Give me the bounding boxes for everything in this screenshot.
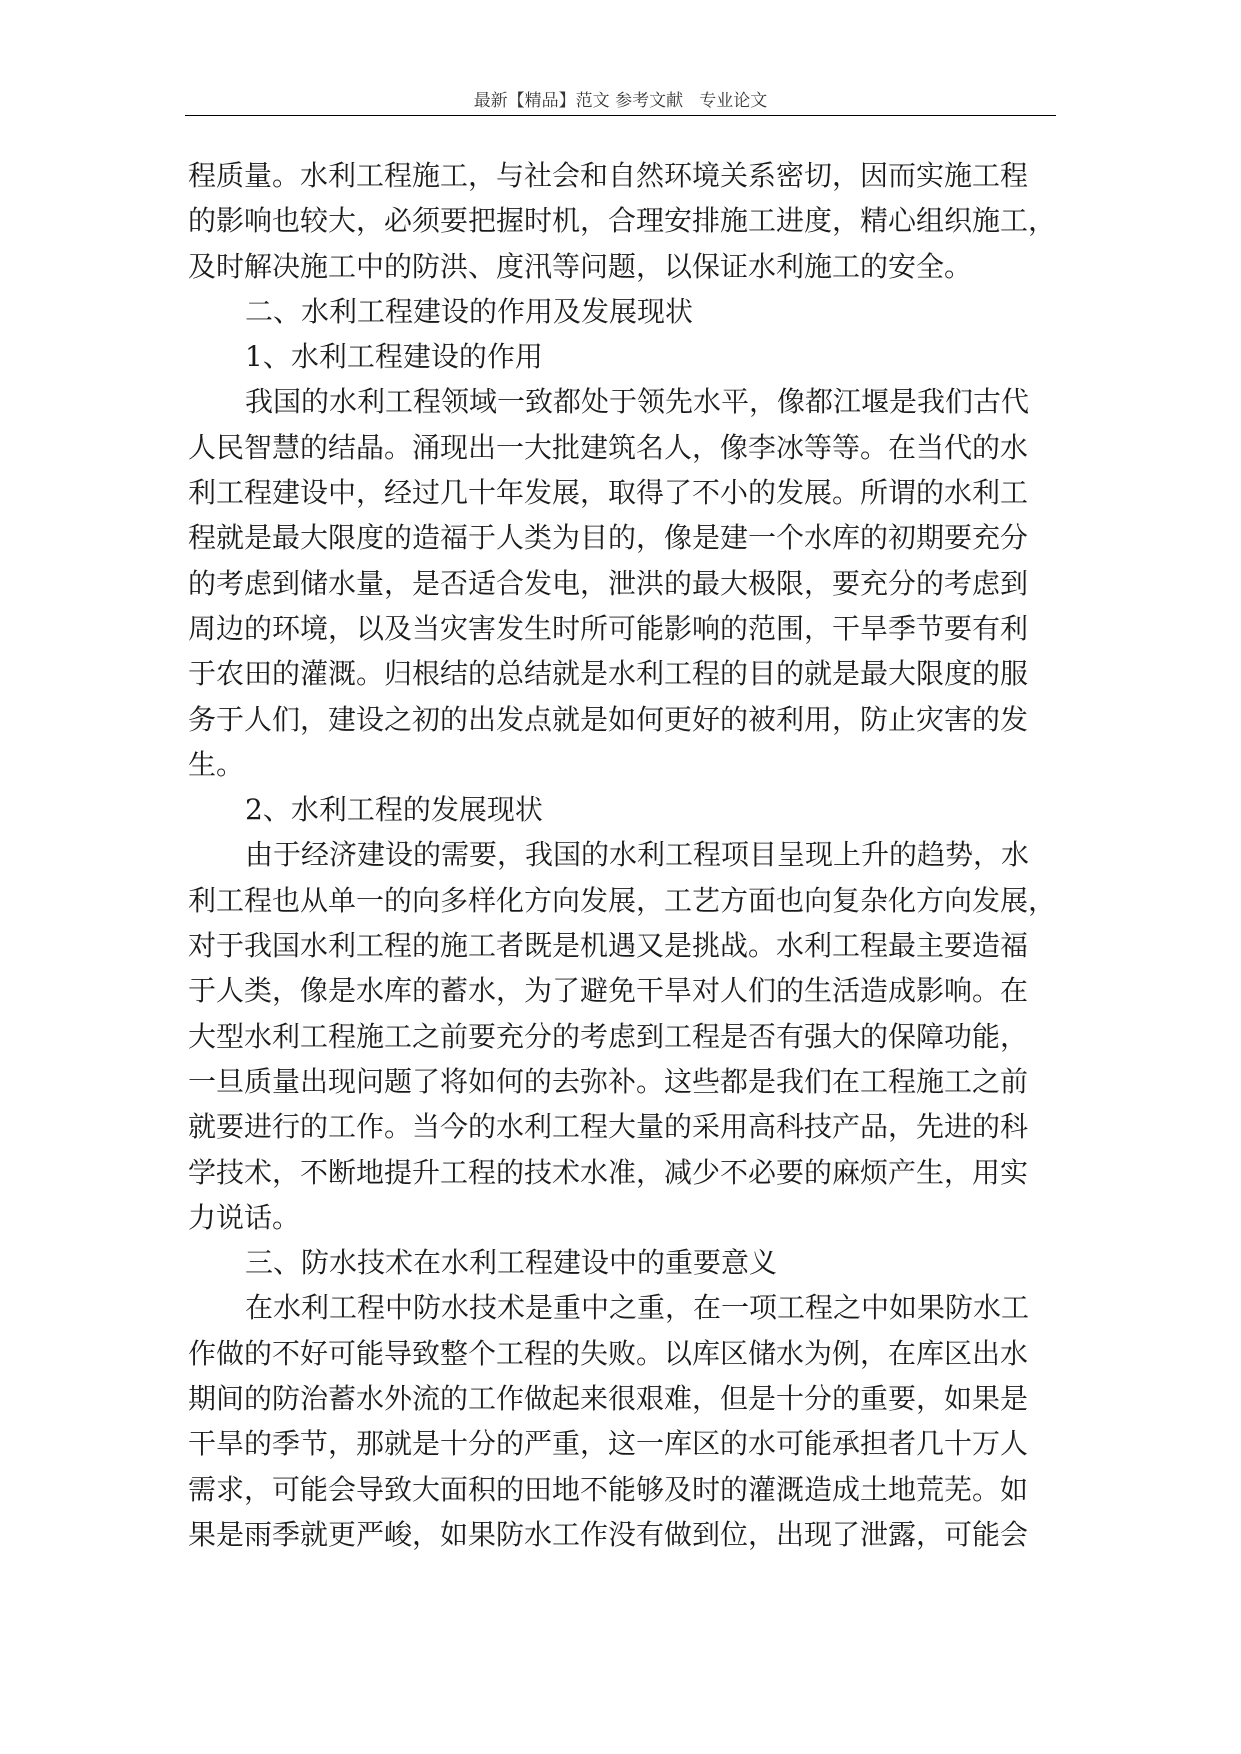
text-line: 及时解决施工中的防洪、度汛等问题，以保证水利施工的安全。 [188, 249, 973, 283]
text-line: 在水利工程中防水技术是重中之重，在一项工程之中如果防水工 [245, 1291, 1030, 1325]
text-line: 程就是最大限度的造福于人类为目的，像是建一个水库的初期要充分 [188, 521, 1029, 555]
text-line: 程质量。水利工程施工，与社会和自然环境关系密切，因而实施工程 [188, 159, 1029, 192]
text-line: 周边的环境，以及当灾害发生时所可能影响的范围，干旱季节要有利 [188, 611, 1029, 645]
text-line: 于人类，像是水库的蓄水，为了避免干旱对人们的生活造成影响。在 [188, 974, 1029, 1008]
text-line: 作做的不好可能导致整个工程的失败。以库区储水为例，在库区出水 [188, 1336, 1029, 1370]
text-line: 干旱的季节，那就是十分的严重，这一库区的水可能承担者几十万人 [188, 1427, 1029, 1461]
text-line: 就要进行的工作。当今的水利工程大量的采用高科技产品，先进的科 [188, 1110, 1029, 1144]
text-line: 一旦质量出现问题了将如何的去弥补。这些都是我们在工程施工之前 [188, 1064, 1029, 1098]
text-line: 利工程也从单一的向多样化方向发展，工艺方面也向复杂化方向发展， [188, 883, 1057, 917]
text-line: 利工程建设中，经过几十年发展，取得了不小的发展。所谓的水利工 [188, 476, 1029, 510]
text-line: 三、防水技术在水利工程建设中的重要意义 [245, 1246, 778, 1280]
text-line: 的影响也较大，必须要把握时机，合理安排施工进度，精心组织施工， [188, 204, 1057, 238]
document-body [188, 153, 1056, 1557]
text-line: 于农田的灌溉。归根结的总结就是水利工程的目的就是最大限度的服 [188, 657, 1029, 691]
text-line: 果是雨季就更严峻，如果防水工作没有做到位，出现了泄露，可能会 [188, 1517, 1029, 1551]
text-line: 的考虑到储水量，是否适合发电，泄洪的最大极限，要充分的考虑到 [188, 566, 1029, 600]
text-line: 1、水利工程建设的作用 [245, 340, 543, 374]
page-header: 最新【精品】范文 参考文献 专业论文 [473, 91, 768, 111]
header-divider [185, 115, 1056, 116]
text-line: 期间的防治蓄水外流的工作做起来很艰难，但是十分的重要，如果是 [188, 1382, 1029, 1416]
text-line: 生。 [188, 747, 245, 781]
text-line: 二、水利工程建设的作用及发展现状 [245, 294, 694, 328]
text-line: 由于经济建设的需要，我国的水利工程项目呈现上升的趋势，水 [245, 838, 1030, 872]
text-line: 需求，可能会导致大面积的田地不能够及时的灌溉造成土地荒芜。如 [188, 1472, 1029, 1506]
text-line: 务于人们，建设之初的出发点就是如何更好的被利用，防止灾害的发 [188, 702, 1029, 736]
text-line: 我国的水利工程领域一致都处于领先水平，像都江堰是我们古代 [245, 385, 1030, 419]
text-line: 大型水利工程施工之前要充分的考虑到工程是否有强大的保障功能， [188, 1019, 1029, 1053]
text-line: 对于我国水利工程的施工者既是机遇又是挑战。水利工程最主要造福 [188, 929, 1029, 963]
text-line: 人民智慧的结晶。涌现出一大批建筑名人，像李冰等等。在当代的水 [188, 430, 1029, 464]
text-line: 学技术，不断地提升工程的技术水准，减少不必要的麻烦产生，用实 [188, 1155, 1029, 1189]
text-line: 2、水利工程的发展现状 [245, 793, 543, 827]
text-line: 力说话。 [188, 1200, 301, 1234]
